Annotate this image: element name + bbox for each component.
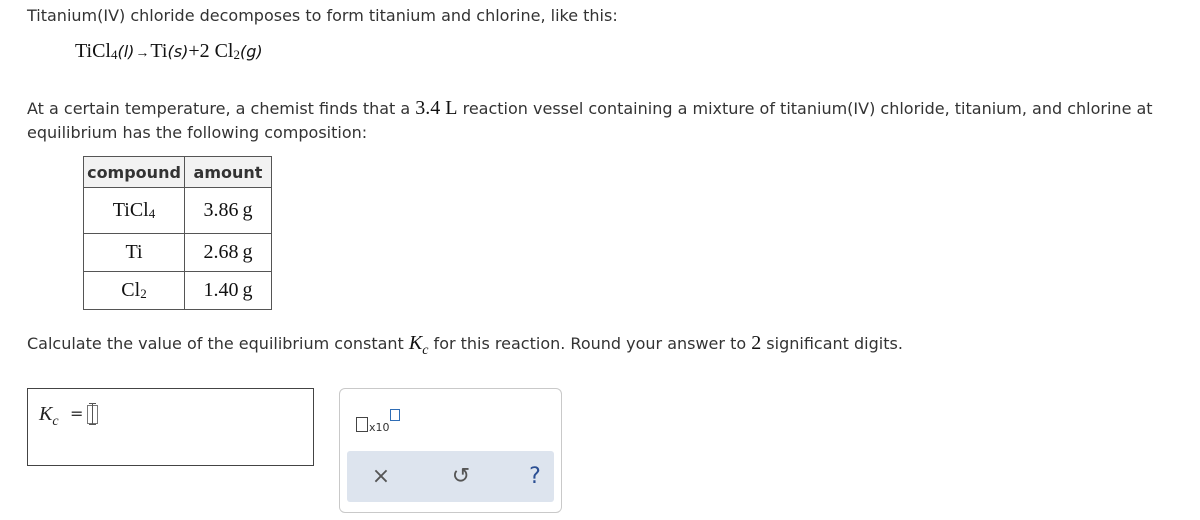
amount-cell: 1.40 g <box>185 272 272 310</box>
product-chlorine: $Cl_2$ <box>214 40 240 62</box>
product-titanium: Ti <box>150 40 168 62</box>
x10-label: x10 <box>369 421 390 434</box>
header-compound: compound <box>84 157 185 188</box>
answer-box <box>27 388 314 466</box>
help-icon: ? <box>529 464 541 489</box>
product-titanium-phase: (s) <box>167 42 189 61</box>
sig-digits: 2 <box>751 332 762 354</box>
reactant-formula: TiCl$_4$ <box>75 40 118 62</box>
answer-input[interactable] <box>87 403 98 425</box>
math-tool-panel <box>339 388 562 513</box>
kc-symbol: $K_c$ <box>408 332 429 358</box>
undo-button[interactable] <box>443 459 479 495</box>
clear-button[interactable] <box>363 459 399 495</box>
table-row <box>84 272 272 310</box>
product-chlorine-phase: (g) <box>240 42 263 61</box>
reactant-phase: (l) <box>117 42 135 61</box>
header-amount: amount <box>185 157 272 188</box>
plus-sign: + <box>188 40 200 62</box>
problem-paragraph: At a certain temperature, a chemist finds that a 3.4 L reaction vessel containing a mixture of titanium(IV) chloride, titanium, and chlorine at equilibrium has the following composition: <box>27 97 1153 142</box>
scientific-notation-button[interactable] <box>356 407 402 437</box>
table-row <box>84 234 272 272</box>
undo-icon: ↺ <box>451 464 471 489</box>
composition-table <box>83 156 272 310</box>
exponent-box-icon <box>390 409 400 421</box>
close-icon: × <box>371 464 391 489</box>
text-cursor-icon <box>92 403 93 425</box>
compound-cell: $Cl_2$ <box>84 272 185 310</box>
amount-cell: 2.68 g <box>185 234 272 272</box>
vessel-volume: 3.4 L <box>415 97 458 119</box>
action-bar <box>347 451 554 502</box>
table-row <box>84 188 272 234</box>
equals-sign: = <box>70 404 84 423</box>
help-button[interactable] <box>517 459 553 495</box>
chlorine-coefficient: 2 <box>199 40 210 62</box>
intro-text: Titanium(IV) chloride decomposes to form titanium and chlorine, like this: <box>27 6 618 25</box>
chemical-equation <box>75 40 263 63</box>
compound-cell: TiCl$_4$ <box>84 188 185 234</box>
table-header-row <box>84 157 272 188</box>
question-text: Calculate the value of the equilibrium constant $K_c$ for this reaction. Round your answer to 2 significant digits. <box>27 332 903 358</box>
compound-cell: Ti <box>84 234 185 272</box>
reaction-arrow-icon: → <box>135 46 150 61</box>
answer-kc-label: $K_c$ <box>39 403 59 429</box>
amount-cell: 3.86 g <box>185 188 272 234</box>
mantissa-box-icon <box>356 417 368 432</box>
